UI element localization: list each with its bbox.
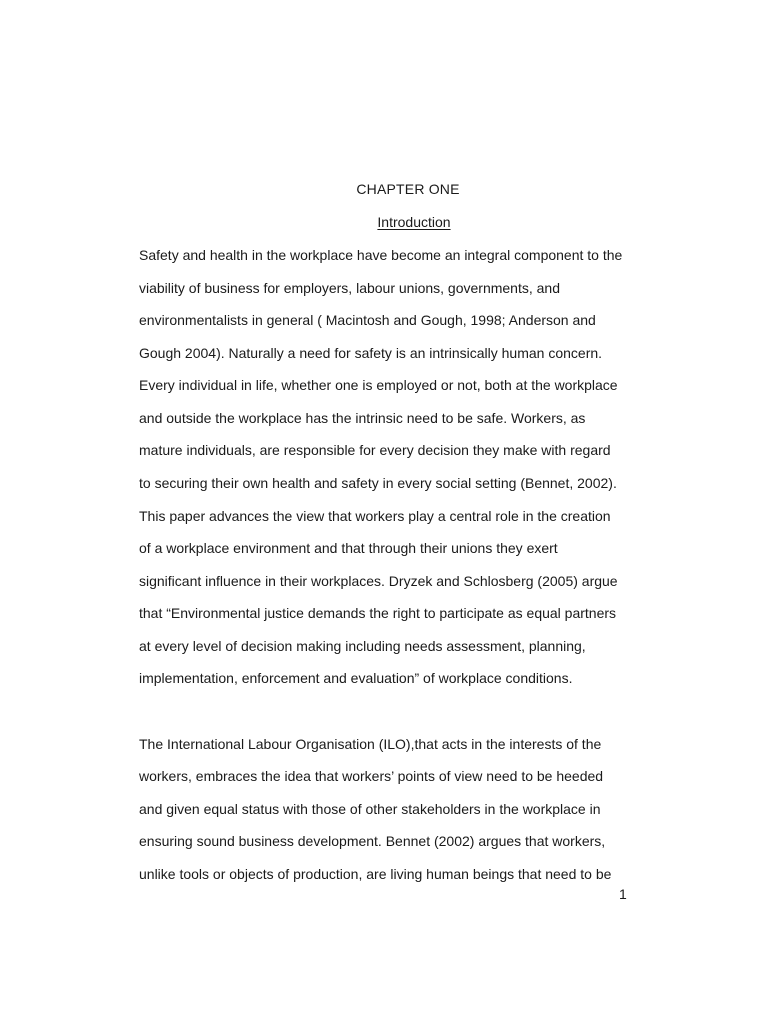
text-line: unlike tools or objects of production, are living human beings that need to be: [139, 866, 612, 882]
text-line: Safety and health in the workplace have become an integral component to the: [139, 247, 623, 263]
text-line: and given equal status with those of other stakeholders in the workplace in: [139, 801, 601, 817]
text-line: ensuring sound business development. Bennet (2002) argues that workers,: [139, 833, 606, 849]
text-line: The International Labour Organisation (ILO),that acts in the interests of the: [139, 736, 602, 752]
text-line: at every level of decision making including needs assessment, planning,: [139, 638, 586, 654]
text-line: to securing their own health and safety in every social setting (Bennet, 2002).: [139, 475, 617, 491]
text-line: mature individuals, are responsible for every decision they make with regard: [139, 442, 611, 458]
text-line: that “Environmental justice demands the right to participate as equal partners: [139, 605, 617, 621]
text-line: viability of business for employers, labour unions, governments, and: [139, 280, 560, 296]
text-line: workers, embraces the idea that workers’ points of view need to be heeded: [139, 768, 604, 784]
text-line: Every individual in life, whether one is employed or not, both at the workplace: [139, 377, 618, 393]
text-line: and outside the workplace has the intrinsic need to be safe. Workers, as: [139, 410, 586, 426]
section-heading-text: Introduction: [377, 214, 451, 230]
text-line: environmentalists in general ( Macintosh and Gough, 1998; Anderson and: [139, 312, 596, 328]
text-line: of a workplace environment and that through their unions they exert: [139, 540, 558, 556]
text-line: Gough 2004). Naturally a need for safety is an intrinsically human concern.: [139, 345, 603, 361]
chapter-title: CHAPTER ONE: [356, 181, 460, 197]
text-line: This paper advances the view that workers play a central role in the creation: [139, 508, 611, 524]
text-line: significant influence in their workplaces. Dryzek and Schlosberg (2005) argue: [139, 573, 618, 589]
section-heading: [0, 213, 768, 231]
page-number: 1: [619, 886, 627, 902]
text-line: implementation, enforcement and evaluation” of workplace conditions.: [139, 670, 573, 686]
